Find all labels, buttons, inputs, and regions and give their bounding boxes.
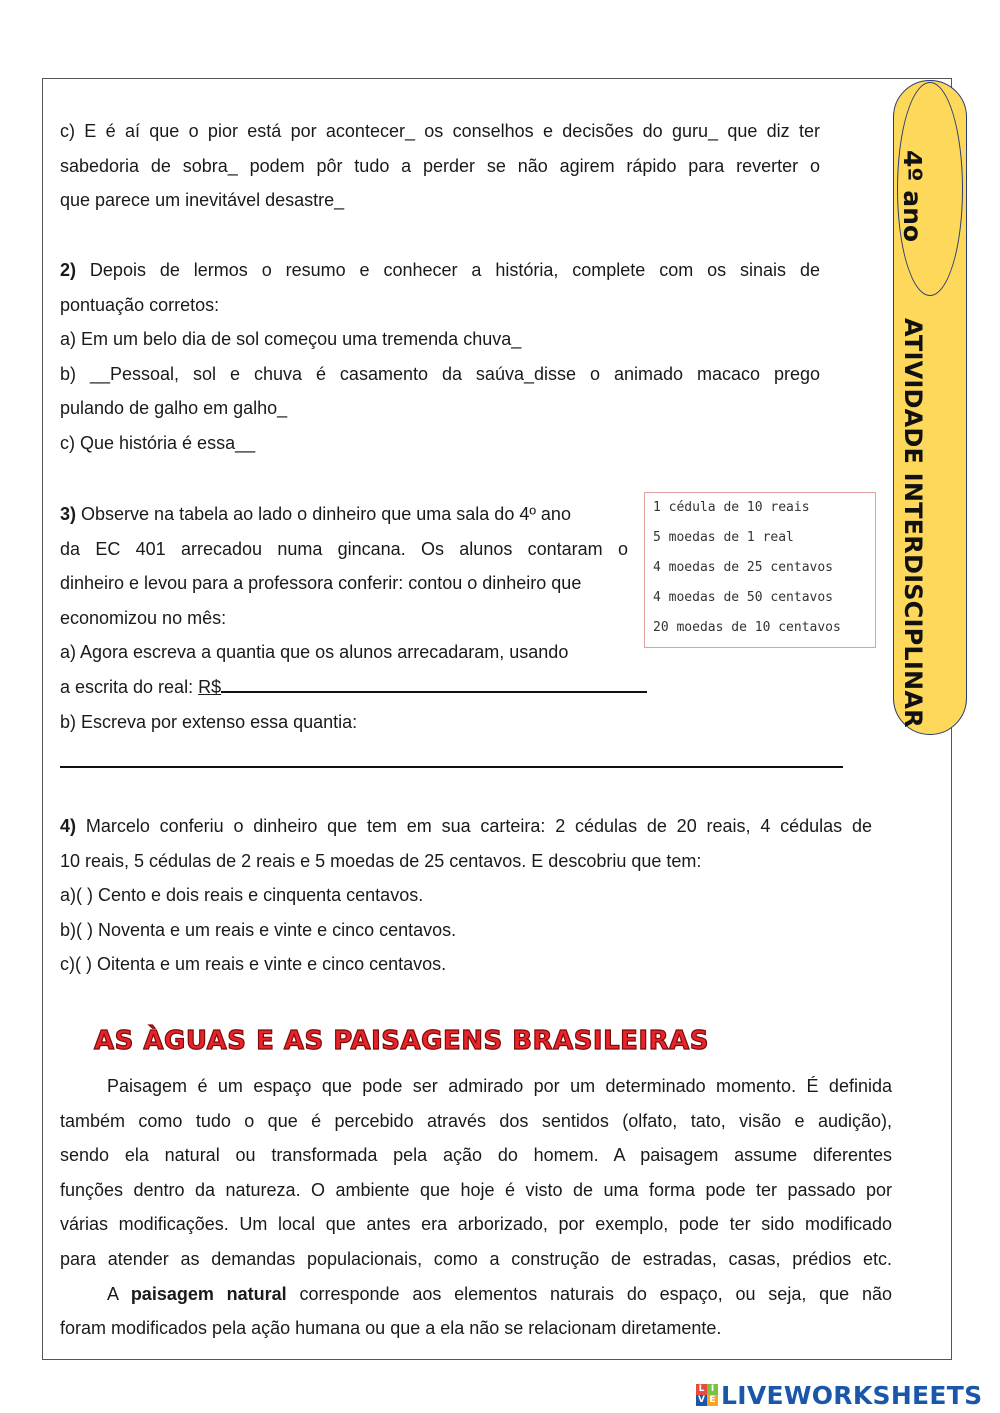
money-row: 4 moedas de 25 centavos [653, 560, 834, 575]
bold-term: paisagem natural [130, 1283, 287, 1304]
money-row: 20 moedas de 10 centavos [653, 620, 841, 635]
question-1c [60, 114, 820, 218]
question-number: 3) [60, 504, 77, 524]
question-3-b: b) Escreva por extenso essa quantia: [60, 711, 358, 732]
currency-label: R$ [198, 676, 222, 697]
grade-label: 4º ano [898, 150, 927, 243]
text-line: para atender as demandas populacionais, como a construção de estradas, casas, prédios etc. [60, 1248, 892, 1269]
text-line: Depois de lermos o resumo e conhecer a história, complete com os sinais de [89, 260, 820, 280]
question-2-c: c) Que história é essa__ [60, 432, 256, 453]
question-3-intro [60, 497, 628, 532]
option-c[interactable]: c)( ) Oitenta e um reais e vinte e cinco centavos. [60, 954, 447, 975]
text-line: economizou no mês: [60, 607, 227, 628]
text-line: Observe na tabela ao lado o dinheiro que uma sala do 4º ano [81, 504, 571, 524]
text-line: c) E é aí que o pior está por acontecer_ os conselhos e decisões do guru_ que diz ter [60, 121, 820, 141]
money-row: 5 moedas de 1 real [653, 530, 794, 545]
question-3-a: a) Agora escreva a quantia que os alunos arrecadaram, usando [60, 642, 569, 663]
text-line: Marcelo conferiu o dinheiro que tem em sua carteira: 2 cédulas de 20 reais, 4 cédulas de [85, 816, 872, 836]
option-b[interactable]: b)( ) Noventa e um reais e vinte e cinco centavos. [60, 919, 457, 940]
text-line: também como tudo o que é percebido através dos sentidos (olfato, tato, visão e audição), [60, 1110, 892, 1131]
text-line: pontuação corretos: [60, 294, 220, 315]
question-number: 2) [60, 260, 77, 280]
paragraph-2-line [60, 1277, 892, 1312]
money-row: 4 moedas de 50 centavos [653, 590, 834, 605]
money-table [644, 492, 876, 648]
text-line: A [107, 1283, 131, 1304]
question-4-intro [60, 809, 872, 844]
answer-blank-b[interactable] [60, 766, 843, 768]
question-2-a: a) Em um belo dia de sol começou uma tremenda chuva_ [60, 329, 522, 350]
text-line: funções dentro da natureza. O ambiente que hoje é visto de uma forma pode ter passado por [60, 1179, 892, 1200]
question-4 [60, 809, 872, 982]
text-line: Paisagem é um espaço que pode ser admirado por um determinado momento. É definida [107, 1076, 892, 1096]
text-line: sabedoria de sobra_ podem pôr tudo a perder se não agirem rápido para reverter o [60, 155, 820, 176]
question-3 [60, 497, 628, 739]
question-number: 4) [60, 816, 77, 836]
question-3-a-answer [60, 670, 628, 705]
question-2 [60, 253, 820, 461]
money-row: 1 cédula de 10 reais [653, 500, 810, 515]
section-title: AS ÀGUAS E AS PAISAGENS BRASILEIRAS [94, 1026, 709, 1056]
answer-blank-a[interactable] [221, 691, 647, 693]
text-line: sendo ela natural ou transformada pela ação do homem. A paisagem assume diferentes [60, 1145, 892, 1166]
liveworksheets-logo[interactable] [696, 1380, 982, 1410]
text-line: foram modificados pela ação humana ou que a ela não se relacionam diretamente. [60, 1318, 722, 1339]
text-line: várias modificações. Um local que antes era arborizado, por exemplo, pode ter sido modificado [60, 1214, 892, 1235]
logo-text: LIVEWORKSHEETS [721, 1380, 983, 1410]
logo-icon: L I V E [696, 1384, 718, 1406]
subject-label: ATIVIDADE INTERDISCIPLINAR [899, 318, 927, 728]
text-line: a escrita do real: [60, 676, 199, 697]
text-line: corresponde aos elementos naturais do espaço, ou seja, que não [286, 1283, 892, 1304]
section-text [60, 1069, 892, 1346]
option-a[interactable]: a)( ) Cento e dois reais e cinquenta centavos. [60, 885, 424, 906]
text-line: que parece um inevitável desastre_ [60, 190, 345, 211]
question-2-intro [60, 253, 820, 288]
text-line: 10 reais, 5 cédulas de 2 reais e 5 moedas de 25 centavos. E descobriu que tem: [60, 850, 702, 871]
text-line: da EC 401 arrecadou numa gincana. Os alunos contaram o [60, 538, 628, 559]
text-line: dinheiro e levou para a professora conferir: contou o dinheiro que [60, 573, 582, 594]
question-2-b: b) __Pessoal, sol e chuva é casamento da saúva_disse o animado macaco prego [60, 363, 820, 384]
text-line: pulando de galho em galho_ [60, 398, 288, 419]
